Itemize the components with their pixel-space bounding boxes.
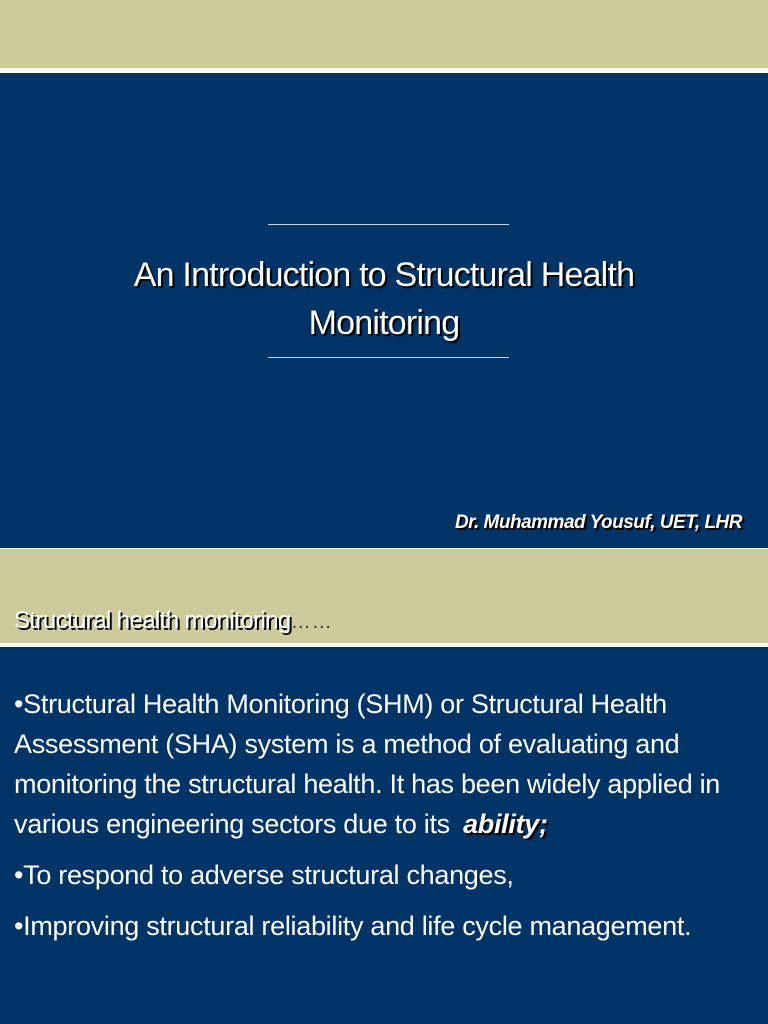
bullet-item-3	[14, 906, 754, 946]
bullet-text: •To respond to adverse structural changes,	[14, 860, 514, 890]
bullet-text: •Structural Health Monitoring (SHM) or Structural Health Assessment (SHA) system is a method of evaluating and monitoring the structural health. It has been widely applied in various engineering sectors due to its	[14, 689, 721, 839]
heading-text: Structural health monitoring	[14, 607, 291, 634]
bullet-list	[14, 684, 754, 957]
slide-title-line-1: An Introduction to Structural Health	[133, 256, 635, 294]
bullet-emphasis: ability;	[463, 809, 548, 839]
content-slide	[0, 549, 768, 1024]
bullet-item-1	[14, 684, 754, 844]
slide-title-line-2: Monitoring	[308, 304, 460, 342]
bullet-item-2	[14, 855, 754, 895]
title-bottom-rule	[268, 357, 509, 358]
title-top-rule	[268, 224, 509, 225]
content-slide-heading	[14, 607, 333, 635]
title-slide-top-band	[0, 0, 768, 68]
author-credit: Dr. Muhammad Yousuf, UET, LHR	[454, 512, 742, 533]
content-slide-header-band	[0, 549, 768, 643]
slide-title	[40, 251, 728, 347]
title-slide-body	[0, 73, 768, 548]
heading-ellipsis: ……	[290, 611, 333, 633]
bullet-text: •Improving structural reliability and life cycle management.	[14, 911, 692, 941]
